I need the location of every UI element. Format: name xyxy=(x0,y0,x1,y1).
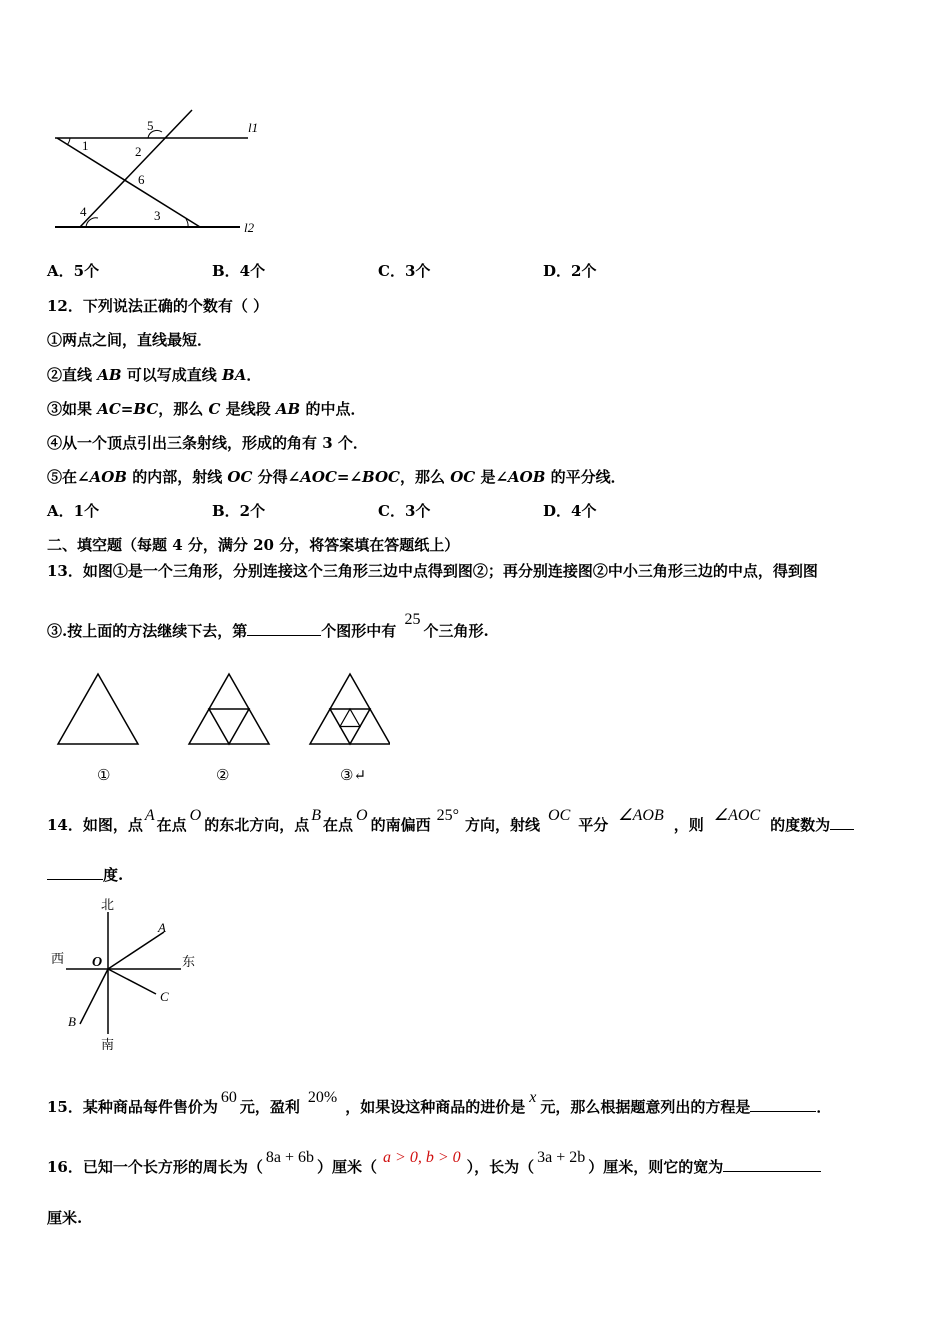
profit-rate: 20% xyxy=(307,1089,338,1106)
math: AC=BC xyxy=(97,400,159,418)
text: ，那么 xyxy=(400,468,451,486)
q16-line-2: 厘米. xyxy=(47,1209,83,1227)
segment-ab: AB xyxy=(97,366,122,384)
q12-statement-4: ④从一个顶点引出三条射线，形成的角有 3 个． xyxy=(47,434,368,452)
price: 60 xyxy=(220,1089,237,1106)
point-o: O xyxy=(356,807,368,824)
answer-blank[interactable] xyxy=(723,1171,821,1172)
text: 在点 xyxy=(156,816,187,834)
ray-oc xyxy=(108,969,156,994)
text: 方向，射线 xyxy=(465,816,541,834)
transversal-1 xyxy=(80,110,192,227)
label-l1: l1 xyxy=(248,120,259,135)
text: 可以写成直线 xyxy=(121,366,223,384)
label-2: 2 xyxy=(135,144,142,159)
text: ③如果 xyxy=(47,400,98,418)
q16-line-1 xyxy=(47,1149,821,1177)
q13-line-2 xyxy=(47,611,489,641)
answer-blank[interactable] xyxy=(830,829,854,830)
point-a: A xyxy=(144,807,155,824)
compass-figure xyxy=(46,894,216,1054)
math: BOC xyxy=(362,468,400,486)
text: 是线段 xyxy=(220,400,276,418)
label-4: 4 xyxy=(80,204,87,219)
q12-option-a[interactable]: A．1个 xyxy=(47,502,100,520)
q11-option-d[interactable]: D．2个 xyxy=(543,262,597,280)
text: 16．已知一个长方形的周长为（ xyxy=(47,1158,263,1176)
label-east: 东 xyxy=(182,955,196,970)
text: 15．某种商品每件售价为 xyxy=(47,1098,218,1116)
label-o: O xyxy=(92,955,103,970)
fig-label-3: ③↵ xyxy=(340,766,367,784)
math: OC xyxy=(227,468,253,486)
q13-line-1: 13．如图①是一个三角形，分别连接这个三角形三边中点得到图②；再分别连接图②中小三角形三边的中点，得到图 xyxy=(47,562,818,580)
triangle-fig-2-inner xyxy=(209,709,249,744)
text: 是∠ xyxy=(475,468,509,486)
text: ③.按上面的方法继续下去，第 xyxy=(47,622,248,640)
angle-aoc: ∠AOC xyxy=(713,807,761,824)
q12-option-d[interactable]: D．4个 xyxy=(543,502,597,520)
angle-25: 25° xyxy=(436,807,460,824)
label-5: 5 xyxy=(147,118,154,133)
q12-statement-3 xyxy=(47,398,365,419)
text: ），长为（ xyxy=(466,1158,535,1176)
q11-option-a[interactable]: A．5个 xyxy=(47,262,100,280)
length-expr: 3a + 2b xyxy=(537,1149,586,1166)
text: 的平分线． xyxy=(545,468,626,486)
math: AB xyxy=(275,400,301,418)
q15-line xyxy=(47,1089,832,1117)
answer-blank[interactable] xyxy=(47,879,103,880)
text: 个图形中有 xyxy=(321,622,397,640)
math: AOB xyxy=(89,468,127,486)
angle-aob: ∠AOB xyxy=(618,807,664,824)
text: ）厘米（ xyxy=(317,1158,378,1176)
q11-option-c[interactable]: C．3个 xyxy=(378,262,431,280)
text: 的度数为 xyxy=(770,816,831,834)
math: C xyxy=(208,400,221,418)
label-west: 西 xyxy=(51,952,65,967)
triangle-fig-1 xyxy=(58,674,138,744)
ray-oa xyxy=(108,932,164,969)
text: ，如果设这种商品的进价是 xyxy=(345,1098,526,1116)
q11-option-b[interactable]: B．4个 xyxy=(212,262,266,280)
triangle-figures xyxy=(50,668,390,750)
point-o: O xyxy=(189,807,202,824)
triangle-fig-3-inner xyxy=(340,709,360,727)
text: 的东北方向，点 xyxy=(204,816,310,834)
label-l2: l2 xyxy=(244,220,255,235)
text: 的中点． xyxy=(300,400,366,418)
fig-label-2: ② xyxy=(216,766,230,784)
label-1: 1 xyxy=(82,138,89,153)
text: ⑤在∠ xyxy=(47,468,90,486)
label-south: 南 xyxy=(101,1038,115,1053)
q12-option-b[interactable]: B．2个 xyxy=(212,502,266,520)
answer-blank[interactable] xyxy=(750,1111,816,1112)
label-a: A xyxy=(158,920,166,935)
text: ②直线 xyxy=(47,366,98,384)
text: 分得∠ xyxy=(252,468,301,486)
label-b: B xyxy=(68,1014,76,1029)
text: ． xyxy=(246,366,262,384)
text: 元，盈利 xyxy=(239,1098,300,1116)
point-b: B xyxy=(311,807,322,824)
q12-statement-2 xyxy=(47,364,261,385)
math: OC xyxy=(450,468,476,486)
text: ． xyxy=(816,1098,832,1116)
text: ，那么 xyxy=(158,400,209,418)
ray-ob xyxy=(80,969,108,1024)
q14-line-2 xyxy=(47,864,123,885)
condition-expr: a > 0, b > 0 xyxy=(383,1149,461,1166)
ray-oc: OC xyxy=(548,807,571,824)
text: 个三角形. xyxy=(423,622,489,640)
text: ）厘米，则它的宽为 xyxy=(588,1158,724,1176)
math: AOB xyxy=(508,468,546,486)
text: ∠ xyxy=(349,468,363,486)
text: 14．如图，点 xyxy=(47,816,143,834)
fig-label-1: ① xyxy=(97,766,111,784)
text: 度. xyxy=(103,866,124,884)
transversal-2 xyxy=(57,138,200,227)
label-3: 3 xyxy=(154,208,161,223)
variable-x: x xyxy=(529,1089,537,1106)
segment-ba: BA xyxy=(222,366,247,384)
label-c: C xyxy=(160,989,169,1004)
text: ，则 xyxy=(673,816,704,834)
label-6: 6 xyxy=(138,172,145,187)
q12-statement-1: ①两点之间，直线最短． xyxy=(47,331,213,349)
parallel-lines-figure xyxy=(40,108,280,238)
q12-statement-5 xyxy=(47,466,626,487)
q14-line-1 xyxy=(47,807,854,835)
text: 的南偏西 xyxy=(370,816,431,834)
math: AOC= xyxy=(300,468,350,486)
text: 在点 xyxy=(323,816,354,834)
text: 平分 xyxy=(578,816,609,834)
label-north: 北 xyxy=(101,898,115,913)
text: 的内部，射线 xyxy=(126,468,228,486)
perimeter-expr: 8a + 6b xyxy=(265,1149,315,1166)
text: 元，那么根据题意列出的方程是 xyxy=(540,1098,751,1116)
triangle-count: 25 xyxy=(404,611,421,628)
answer-blank[interactable] xyxy=(247,635,321,636)
section-2-heading: 二、填空题（每题 4 分，满分 20 分，将答案填在答题纸上） xyxy=(47,536,460,554)
q12-option-c[interactable]: C．3个 xyxy=(378,502,431,520)
q12-stem: 12．下列说法正确的个数有（ ） xyxy=(47,297,269,315)
angle-arc-1 xyxy=(67,138,70,145)
